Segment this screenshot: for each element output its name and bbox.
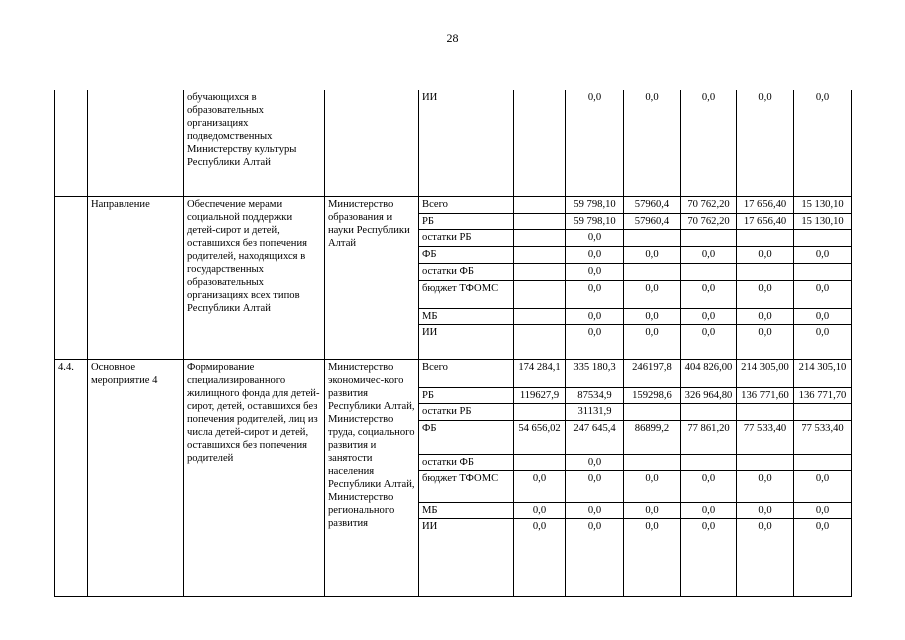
funding-source: остатки ФБ — [419, 454, 514, 470]
amount-cell: 17 656,40 — [737, 196, 794, 213]
amount-cell: 57960,4 — [624, 213, 681, 229]
amount-cell: 31131,9 — [566, 403, 624, 420]
amount-cell: 0,0 — [624, 518, 681, 596]
row-number — [55, 90, 88, 196]
amount-cell: 0,0 — [681, 518, 737, 596]
funding-source: Всего — [419, 359, 514, 387]
amount-cell — [681, 403, 737, 420]
amount-cell: 86899,2 — [624, 420, 681, 454]
amount-cell: 87534,9 — [566, 387, 624, 403]
amount-cell: 57960,4 — [624, 196, 681, 213]
table-row — [55, 196, 852, 213]
amount-cell: 0,0 — [514, 518, 566, 596]
amount-cell: 15 130,10 — [794, 213, 852, 229]
amount-cell: 0,0 — [566, 246, 624, 263]
amount-cell: 0,0 — [737, 324, 794, 359]
amount-cell: 0,0 — [794, 470, 852, 502]
amount-cell — [514, 90, 566, 196]
amount-cell: 59 798,10 — [566, 213, 624, 229]
amount-cell: 0,0 — [794, 90, 852, 196]
amount-cell: 0,0 — [737, 246, 794, 263]
amount-cell — [737, 403, 794, 420]
amount-cell: 0,0 — [737, 518, 794, 596]
amount-cell: 0,0 — [794, 246, 852, 263]
amount-cell — [681, 229, 737, 246]
amount-cell — [624, 454, 681, 470]
activity-type — [88, 90, 184, 196]
amount-cell: 136 771,60 — [737, 387, 794, 403]
amount-cell: 0,0 — [566, 263, 624, 280]
funding-source: остатки РБ — [419, 229, 514, 246]
amount-cell — [737, 263, 794, 280]
executor: Министерство образования и науки Республики Алтай — [325, 196, 419, 359]
amount-cell: 0,0 — [566, 308, 624, 324]
activity-name: Обеспечение мерами социальной поддержки детей-сирот и детей, оставшихся без попечения родителей, находящихся в государственных образовательных организациях всех типов Республики Алтай — [184, 196, 325, 359]
amount-cell: 0,0 — [624, 470, 681, 502]
page-number: 28 — [446, 31, 459, 45]
amount-cell: 77 861,20 — [681, 420, 737, 454]
funding-source: МБ — [419, 502, 514, 518]
amount-cell — [514, 229, 566, 246]
activity-name: Формирование специализированного жилищного фонда для детей-сирот, детей, оставшихся без попечения родителей, лиц из числа детей-сирот и детей, оставшихся без попечения родителей — [184, 359, 325, 596]
funding-source: остатки ФБ — [419, 263, 514, 280]
funding-source: ФБ — [419, 420, 514, 454]
funding-source: ФБ — [419, 246, 514, 263]
amount-cell: 0,0 — [794, 324, 852, 359]
funding-source: Всего — [419, 196, 514, 213]
executor — [325, 90, 419, 196]
amount-cell — [514, 246, 566, 263]
amount-cell: 0,0 — [514, 502, 566, 518]
amount-cell: 0,0 — [737, 470, 794, 502]
amount-cell: 54 656,02 — [514, 420, 566, 454]
funding-source: бюджет ТФОМС — [419, 280, 514, 308]
amount-cell: 0,0 — [681, 246, 737, 263]
amount-cell — [794, 454, 852, 470]
funding-source: МБ — [419, 308, 514, 324]
row-number: 4.4. — [55, 359, 88, 596]
amount-cell: 0,0 — [566, 229, 624, 246]
amount-cell: 0,0 — [566, 470, 624, 502]
amount-cell: 0,0 — [681, 308, 737, 324]
amount-cell: 159298,6 — [624, 387, 681, 403]
amount-cell — [514, 263, 566, 280]
amount-cell: 0,0 — [566, 518, 624, 596]
activity-type: Направление — [88, 196, 184, 359]
amount-cell: 0,0 — [624, 308, 681, 324]
amount-cell: 174 284,1 — [514, 359, 566, 387]
amount-cell: 0,0 — [681, 502, 737, 518]
amount-cell: 0,0 — [681, 470, 737, 502]
amount-cell: 70 762,20 — [681, 213, 737, 229]
amount-cell: 0,0 — [566, 324, 624, 359]
amount-cell — [514, 196, 566, 213]
activity-name: обучающихся в образовательных организациях подведомственных Министерству культуры Республики Алтай — [184, 90, 325, 196]
amount-cell: 404 826,00 — [681, 359, 737, 387]
amount-cell: 0,0 — [737, 280, 794, 308]
amount-cell — [624, 229, 681, 246]
amount-cell: 214 305,00 — [737, 359, 794, 387]
funding-source: бюджет ТФОМС — [419, 470, 514, 502]
funding-source: ИИ — [419, 90, 514, 196]
amount-cell — [514, 454, 566, 470]
amount-cell: 119627,9 — [514, 387, 566, 403]
amount-cell: 0,0 — [566, 454, 624, 470]
amount-cell: 0,0 — [566, 280, 624, 308]
amount-cell — [514, 213, 566, 229]
amount-cell: 0,0 — [737, 502, 794, 518]
amount-cell — [794, 229, 852, 246]
amount-cell — [514, 403, 566, 420]
amount-cell: 326 964,80 — [681, 387, 737, 403]
amount-cell: 17 656,40 — [737, 213, 794, 229]
amount-cell: 335 180,3 — [566, 359, 624, 387]
amount-cell — [794, 403, 852, 420]
amount-cell: 0,0 — [794, 308, 852, 324]
amount-cell: 0,0 — [794, 518, 852, 596]
amount-cell: 0,0 — [566, 90, 624, 196]
funding-source: ИИ — [419, 518, 514, 596]
table-row — [55, 90, 852, 196]
funding-source: РБ — [419, 387, 514, 403]
amount-cell — [624, 263, 681, 280]
funding-source: остатки РБ — [419, 403, 514, 420]
budget-table — [54, 90, 852, 597]
activity-type: Основное мероприятие 4 — [88, 359, 184, 596]
amount-cell: 0,0 — [681, 324, 737, 359]
amount-cell: 0,0 — [794, 280, 852, 308]
amount-cell: 59 798,10 — [566, 196, 624, 213]
amount-cell: 0,0 — [737, 90, 794, 196]
amount-cell: 0,0 — [624, 324, 681, 359]
amount-cell: 136 771,70 — [794, 387, 852, 403]
amount-cell: 0,0 — [566, 502, 624, 518]
amount-cell: 0,0 — [794, 502, 852, 518]
amount-cell — [624, 403, 681, 420]
funding-source: РБ — [419, 213, 514, 229]
amount-cell — [737, 229, 794, 246]
amount-cell: 15 130,10 — [794, 196, 852, 213]
amount-cell — [794, 263, 852, 280]
amount-cell: 0,0 — [514, 470, 566, 502]
amount-cell — [737, 454, 794, 470]
amount-cell: 0,0 — [681, 90, 737, 196]
amount-cell: 0,0 — [681, 280, 737, 308]
amount-cell — [681, 454, 737, 470]
row-number — [55, 196, 88, 359]
amount-cell: 77 533,40 — [794, 420, 852, 454]
amount-cell: 0,0 — [624, 280, 681, 308]
funding-source: ИИ — [419, 324, 514, 359]
amount-cell — [514, 280, 566, 308]
amount-cell — [514, 324, 566, 359]
amount-cell: 0,0 — [624, 502, 681, 518]
amount-cell: 246197,8 — [624, 359, 681, 387]
amount-cell: 0,0 — [737, 308, 794, 324]
amount-cell: 0,0 — [624, 90, 681, 196]
amount-cell: 70 762,20 — [681, 196, 737, 213]
amount-cell: 214 305,10 — [794, 359, 852, 387]
amount-cell: 247 645,4 — [566, 420, 624, 454]
amount-cell — [681, 263, 737, 280]
amount-cell — [514, 308, 566, 324]
amount-cell: 0,0 — [624, 246, 681, 263]
executor: Министерство экономичес-кого развития Республики Алтай, Министерство труда, социального развития и занятости населения Республики Алтай, Министерство регионального развития — [325, 359, 419, 596]
table-row — [55, 359, 852, 387]
amount-cell: 77 533,40 — [737, 420, 794, 454]
